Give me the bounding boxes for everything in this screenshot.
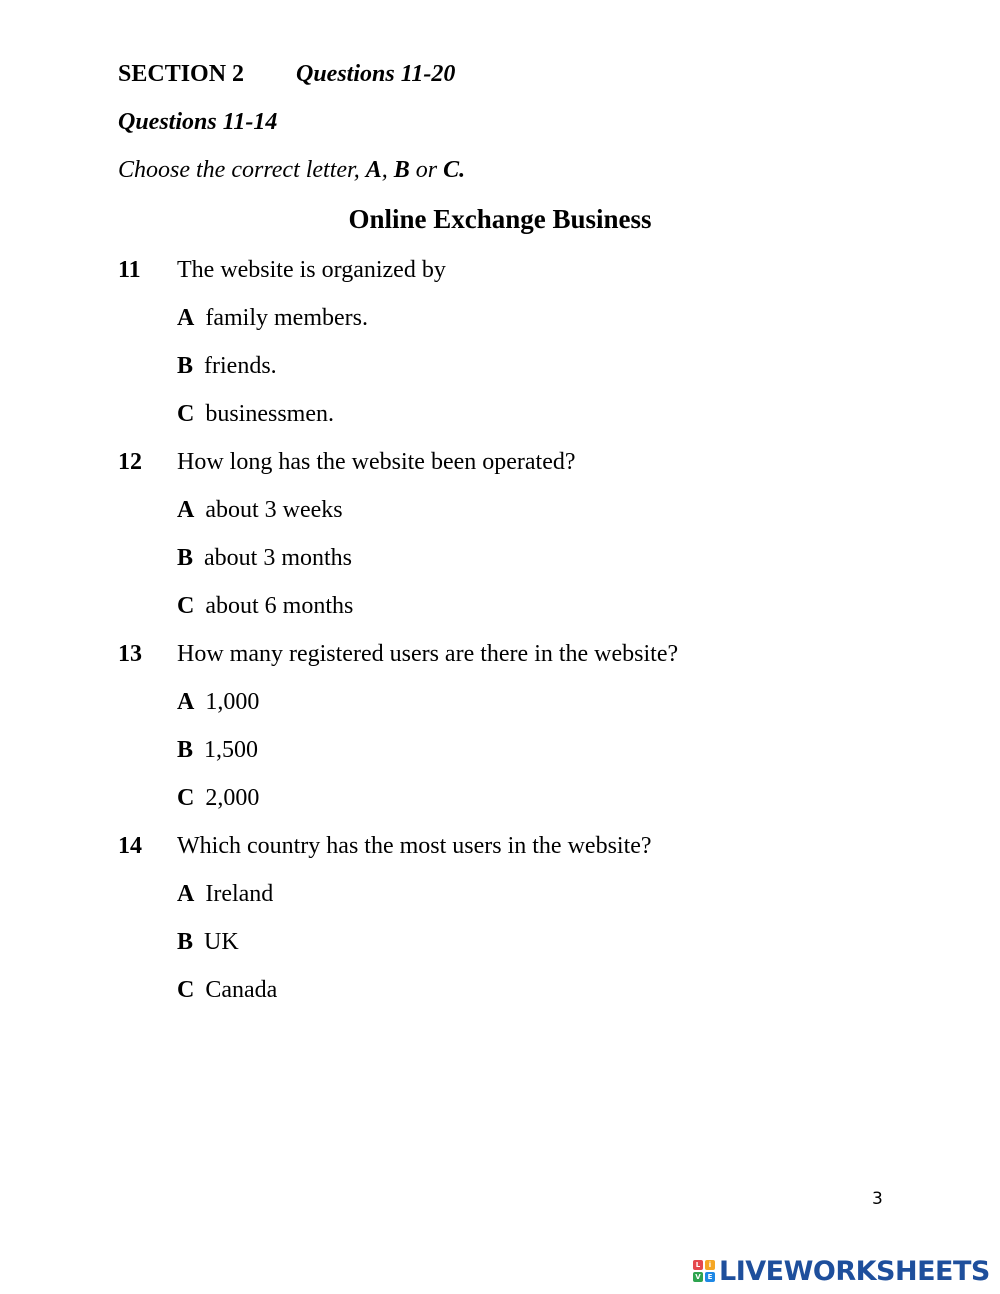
option-text: 1,500 xyxy=(204,737,259,763)
option-item[interactable] xyxy=(177,786,259,810)
option-item[interactable] xyxy=(177,978,277,1002)
instruction xyxy=(118,158,465,182)
question-text: The website is organized by xyxy=(177,257,446,283)
option-letter: A xyxy=(177,305,195,331)
logo-block: E xyxy=(705,1272,715,1282)
option-item[interactable] xyxy=(177,498,343,522)
option-letter: B xyxy=(177,929,194,955)
questions-subrange: Questions 11-14 xyxy=(118,109,278,135)
option-text: Canada xyxy=(205,977,278,1003)
option-item[interactable] xyxy=(177,882,273,906)
option-letter: B xyxy=(177,353,194,379)
option-text: 2,000 xyxy=(205,785,260,811)
page-title: Online Exchange Business xyxy=(348,204,652,234)
option-text: friends. xyxy=(204,353,277,379)
option-text: 1,000 xyxy=(205,689,260,715)
question-text: Which country has the most users in the website? xyxy=(177,833,652,859)
page-number: 3 xyxy=(872,1189,883,1209)
option-letter: C xyxy=(177,785,195,811)
instruction-letter-c: C. xyxy=(443,157,466,183)
option-text: about 3 weeks xyxy=(205,497,343,523)
option-item[interactable] xyxy=(177,306,368,330)
logo-block: L xyxy=(693,1260,703,1270)
question-text: How long has the website been operated? xyxy=(177,449,576,475)
option-text: family members. xyxy=(205,305,368,331)
option-text: Ireland xyxy=(205,881,274,907)
option-item[interactable] xyxy=(177,546,352,570)
option-text: about 6 months xyxy=(205,593,354,619)
option-text: UK xyxy=(204,929,239,955)
question-number: 11 xyxy=(118,257,141,283)
option-item[interactable] xyxy=(177,690,259,714)
option-letter: C xyxy=(177,401,195,427)
question-number: 14 xyxy=(118,833,142,859)
option-item[interactable] xyxy=(177,402,334,426)
question-number: 12 xyxy=(118,449,142,475)
option-letter: C xyxy=(177,977,195,1003)
questions-range: Questions 11-20 xyxy=(296,61,456,87)
question-number: 13 xyxy=(118,641,142,667)
option-item[interactable] xyxy=(177,738,258,762)
instruction-comma: , xyxy=(381,157,394,183)
option-letter: A xyxy=(177,689,195,715)
logo-blocks-icon xyxy=(693,1260,715,1282)
option-letter: B xyxy=(177,737,194,763)
option-item[interactable] xyxy=(177,594,353,618)
logo-block: V xyxy=(693,1272,703,1282)
option-letter: A xyxy=(177,881,195,907)
instruction-letter-b: B xyxy=(393,157,410,183)
option-letter: B xyxy=(177,545,194,571)
logo-block: i xyxy=(705,1260,715,1270)
instruction-or: or xyxy=(409,157,444,183)
option-item[interactable] xyxy=(177,354,277,378)
instruction-prefix: Choose the correct letter, xyxy=(118,157,366,183)
section-label: SECTION 2 xyxy=(118,61,245,87)
question-text: How many registered users are there in the website? xyxy=(177,641,679,667)
logo-text: LIVEWORKSHEETS xyxy=(719,1255,990,1287)
option-text: about 3 months xyxy=(204,545,353,571)
option-text: businessmen. xyxy=(205,401,335,427)
option-letter: A xyxy=(177,497,195,523)
instruction-letter-a: A xyxy=(365,157,382,183)
option-item[interactable] xyxy=(177,930,239,954)
option-letter: C xyxy=(177,593,195,619)
liveworksheets-logo xyxy=(693,1255,990,1287)
